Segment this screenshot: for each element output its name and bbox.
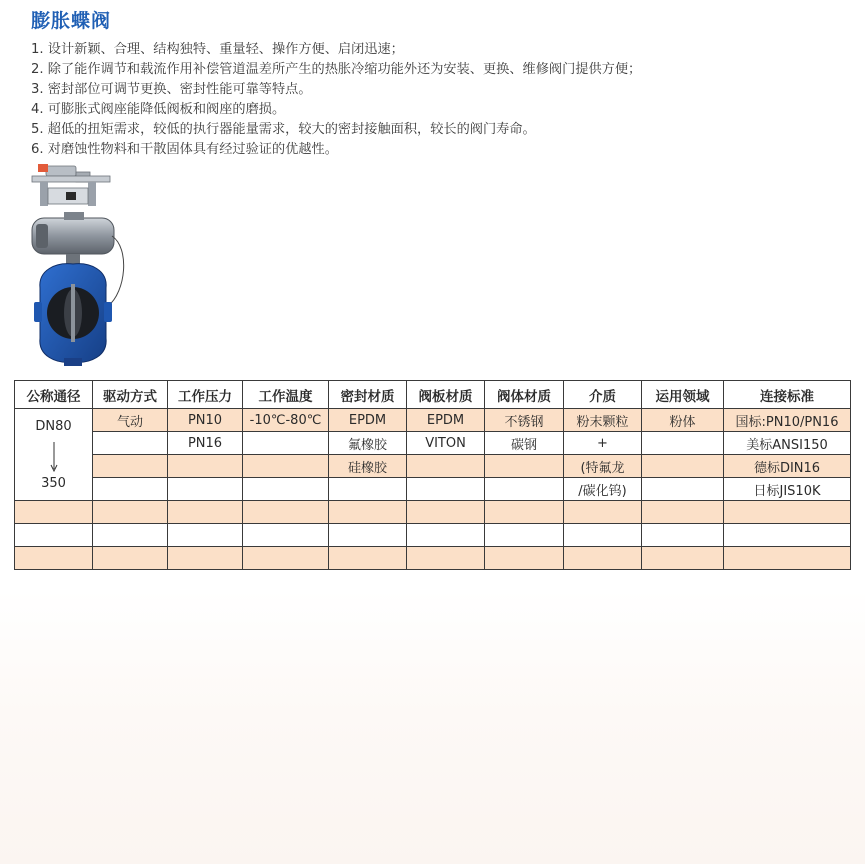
table-cell [642,455,724,478]
table-cell [243,455,329,478]
table-row [15,455,851,478]
table-cell: VITON [407,432,485,455]
table-row [15,409,851,432]
table-cell: 粉末颗粒 [564,409,642,432]
table-cell: 氟橡胶 [329,432,407,455]
diameter-from: DN80 [35,418,72,434]
table-cell: + [564,432,642,455]
table-cell: PN16 [168,432,243,455]
table-cell [93,501,168,524]
feature-item: 5. 超低的扭矩需求，较低的执行器能量需求，较大的密封接触面积，较长的阀门寿命。 [31,122,536,137]
column-header: 介质 [564,381,642,409]
background-fade [0,590,865,864]
table-cell [243,432,329,455]
table-cell [329,478,407,501]
table-cell [724,547,851,570]
nominal-diameter-cell [15,409,93,501]
table-cell [15,501,93,524]
feature-item: 2. 除了能作调节和载流作用补偿管道温差所产生的热胀冷缩功能外还为安装、更换、维修阀门提供方便； [31,62,642,77]
spec-table [14,380,851,570]
table-cell [168,524,243,547]
table-cell [485,547,564,570]
table-cell [93,432,168,455]
table-cell [168,501,243,524]
column-header: 驱动方式 [93,381,168,409]
table-cell [642,478,724,501]
table-cell: 粉体 [642,409,724,432]
table-cell [564,524,642,547]
table-cell: 国标:PN10/PN16 [724,409,851,432]
table-row [15,432,851,455]
table-cell [243,501,329,524]
table-cell [407,455,485,478]
column-header: 运用领域 [642,381,724,409]
diameter-to: 350 [41,475,66,491]
table-cell [642,432,724,455]
table-cell [642,524,724,547]
table-row [15,547,851,570]
column-header: 阀体材质 [485,381,564,409]
table-cell: /碳化钨) [564,478,642,501]
table-cell: 硅橡胶 [329,455,407,478]
table-cell [329,501,407,524]
table-cell [724,501,851,524]
feature-list [31,40,641,160]
feature-item: 3. 密封部位可调节更换、密封性能可靠等特点。 [31,82,312,97]
table-row [15,524,851,547]
table-cell [93,455,168,478]
column-header: 公称通径 [15,381,93,409]
table-cell [407,478,485,501]
table-cell [243,478,329,501]
table-cell [564,501,642,524]
table-cell [168,547,243,570]
table-cell [407,547,485,570]
feature-item: 6. 对磨蚀性物料和干散固体具有经过验证的优越性。 [31,142,338,157]
feature-item: 1. 设计新颖、合理、结构独特、重量轻、操作方便、启闭迅速； [31,42,404,57]
table-row [15,501,851,524]
table-cell: PN10 [168,409,243,432]
table-cell [168,478,243,501]
table-cell: 日标JIS10K [724,478,851,501]
table-cell [329,524,407,547]
table-cell [243,524,329,547]
table-cell [93,524,168,547]
table-cell [243,547,329,570]
table-cell [485,478,564,501]
table-cell [329,547,407,570]
table-cell [407,524,485,547]
table-cell: EPDM [329,409,407,432]
table-cell [642,547,724,570]
table-cell: 美标ANSI150 [724,432,851,455]
table-cell [93,547,168,570]
column-header: 工作温度 [243,381,329,409]
table-cell [407,501,485,524]
column-header: 阀板材质 [407,381,485,409]
table-cell [485,455,564,478]
column-header: 连接标准 [724,381,851,409]
table-cell [15,524,93,547]
table-cell: EPDM [407,409,485,432]
table-row [15,478,851,501]
table-cell [15,547,93,570]
table-header-row [15,381,851,409]
table-cell [168,455,243,478]
arrow-down-icon [49,442,59,472]
page-title: 膨胀蝶阀 [31,10,112,32]
table-cell [564,547,642,570]
table-cell [93,478,168,501]
table-cell: 德标DIN16 [724,455,851,478]
table-cell: -10℃-80℃ [243,409,329,432]
column-header: 工作压力 [168,381,243,409]
table-cell: 气动 [93,409,168,432]
table-cell: 不锈钢 [485,409,564,432]
column-header: 密封材质 [329,381,407,409]
table-cell: 碳钢 [485,432,564,455]
table-cell [485,524,564,547]
feature-item: 4. 可膨胀式阀座能降低阀板和阀座的磨损。 [31,102,286,117]
table-cell [724,524,851,547]
table-cell [642,501,724,524]
table-cell: (特氟龙 [564,455,642,478]
butterfly-valve-image [26,162,130,368]
table-cell [485,501,564,524]
